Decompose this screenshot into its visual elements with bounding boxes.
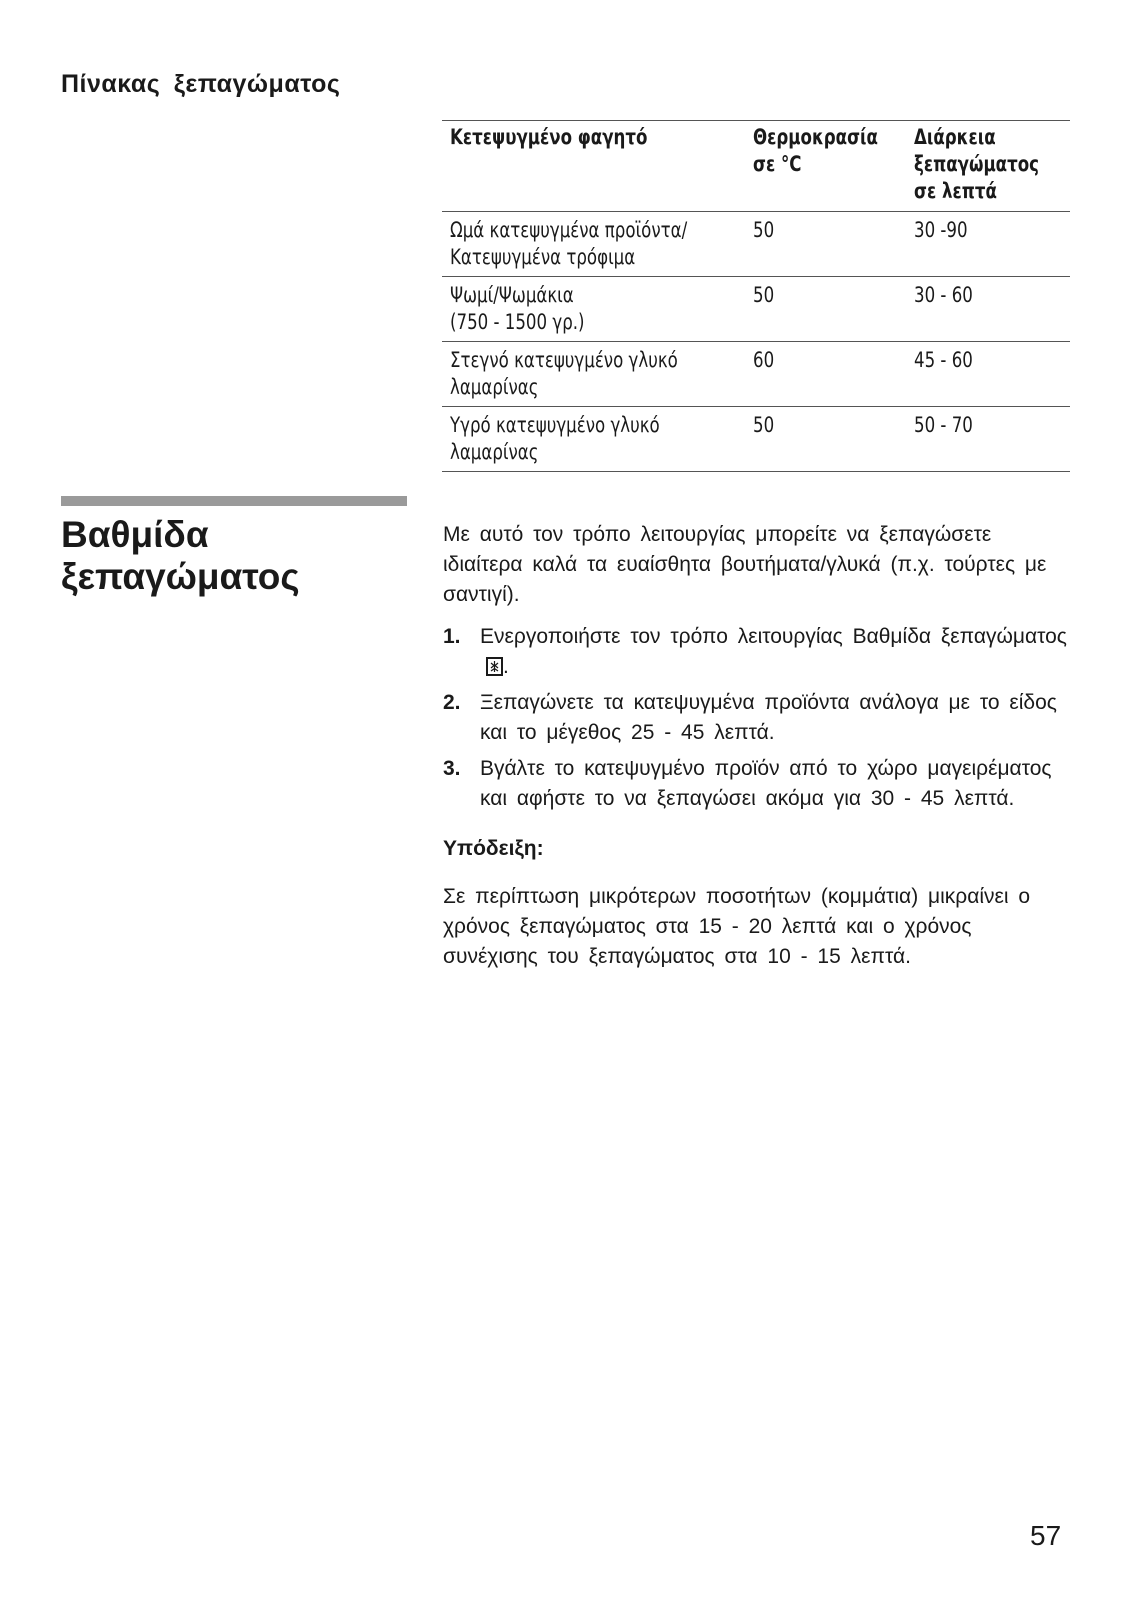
- note-heading: Υπόδειξη:: [443, 837, 544, 860]
- step-item: [443, 754, 1068, 814]
- step-text: Ενεργοποιήστε τον τρόπο λειτουργίας Βαθμίδα ξεπαγώματος: [480, 625, 1067, 648]
- defrost-mode-icon: [486, 657, 503, 676]
- step-number: 2.: [443, 691, 461, 714]
- temperature-cell: 60: [753, 348, 775, 372]
- table-row: [442, 212, 1070, 277]
- intro-paragraph: Με αυτό τον τρόπο λειτουργίας μπορείτε να ξεπαγώσετε ιδιαίτερα καλά τα ευαίσθητα βουτήματα/γλυκά (π.χ. τούρτες με σαντιγί).: [443, 523, 1047, 606]
- table-title: Πίνακας ξεπαγώματος: [61, 70, 341, 98]
- food-cell: Ωμά κατεψυγμένα προϊόντα/ Κατεψυγμένα τρόφιμα: [450, 218, 688, 269]
- steps-list: [443, 622, 1068, 814]
- defrost-table: [442, 120, 1070, 472]
- food-cell: Υγρό κατεψυγμένο γλυκό λαμαρίνας: [450, 413, 660, 464]
- header-temperature: Θερμοκρασία σε °C: [753, 125, 879, 176]
- step-item: [443, 622, 1068, 682]
- step-text: Ξεπαγώνετε τα κατεψυγμένα προϊόντα ανάλογα με το είδος και το μέγεθος 25 - 45 λεπτά.: [480, 691, 1057, 744]
- section-title: [61, 514, 300, 598]
- food-cell: Στεγνό κατεψυγμένο γλυκό λαμαρίνας: [450, 348, 678, 399]
- note-text: Σε περίπτωση μικρότερων ποσοτήτων (κομμάτια) μικραίνει ο χρόνος ξεπαγώματος στα 15 - 20 λεπτά και ο χρόνος συνέχισης του ξεπαγώματος στα 10 - 15 λεπτά.: [443, 885, 1031, 968]
- food-cell: Ψωμί/Ψωμάκια (750 - 1500 γρ.): [450, 283, 585, 334]
- step-text: Βγάλτε το κατεψυγμένο προϊόν από το χώρο μαγειρέματος και αφήστε το να ξεπαγώσει ακόμα για 30 - 45 λεπτά.: [480, 757, 1052, 810]
- table-row: [442, 342, 1070, 407]
- header-duration: Διάρκεια ξεπαγώματος σε λεπτά: [914, 125, 1040, 203]
- header-food: Κετεψυγμένο φαγητό: [450, 125, 648, 149]
- table-row: [442, 407, 1070, 472]
- section-content: [443, 520, 1068, 972]
- section-title-line: ξεπαγώματος: [61, 556, 300, 597]
- step-number: 1.: [443, 625, 461, 648]
- table-row: [442, 277, 1070, 342]
- duration-cell: 45 - 60: [914, 348, 974, 372]
- section-title-line: Βαθμίδα: [61, 514, 209, 555]
- step-number: 3.: [443, 757, 461, 780]
- temperature-cell: 50: [753, 283, 775, 307]
- temperature-cell: 50: [753, 218, 775, 242]
- duration-cell: 30 - 60: [914, 283, 974, 307]
- step-item: [443, 688, 1068, 748]
- temperature-cell: 50: [753, 413, 775, 437]
- table-header-row: [442, 121, 1070, 212]
- duration-cell: 30 -90: [914, 218, 968, 242]
- duration-cell: 50 - 70: [914, 413, 974, 437]
- page-number: 57: [1030, 1520, 1062, 1551]
- step-text-suffix: .: [503, 655, 509, 678]
- section-divider: [61, 496, 407, 506]
